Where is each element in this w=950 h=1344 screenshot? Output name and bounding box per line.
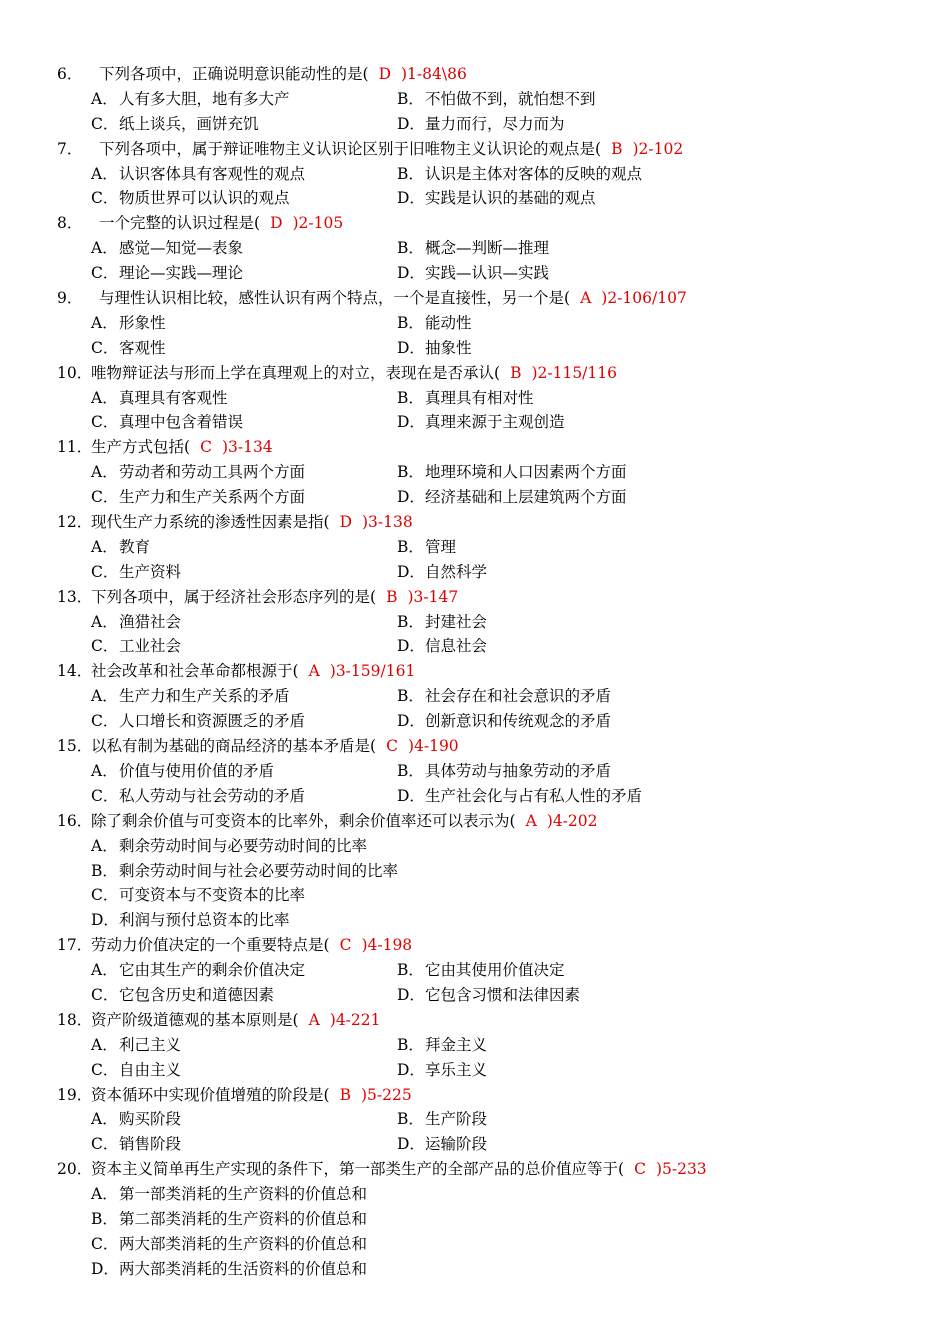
option-row <box>57 634 937 659</box>
option-text: 量力而行，尽力而为 <box>425 114 565 133</box>
option-letter: A． <box>91 1110 118 1129</box>
question-number: 12． <box>57 513 93 532</box>
page-reference: )4-221 <box>329 1010 381 1029</box>
option-letter: B． <box>397 761 424 780</box>
option-text: 社会存在和社会意识的矛盾 <box>425 687 612 706</box>
option-row <box>57 162 937 187</box>
option-item <box>57 883 937 908</box>
option-letter: C． <box>91 114 119 133</box>
option-text: 劳动者和劳动工具两个方面 <box>119 463 306 482</box>
page-reference: )2-105 <box>292 214 344 233</box>
option-letter: C． <box>91 1060 119 1079</box>
question-stem: 下列各项中，属于辩证唯物主义认识论区别于旧唯物主义认识论的观点是( <box>99 139 602 158</box>
option-text: 真理具有相对性 <box>425 388 534 407</box>
option-text: 管理 <box>425 537 457 556</box>
page-reference: )4-198 <box>361 936 413 955</box>
question-stem-line <box>57 585 937 610</box>
question-number: 16． <box>57 811 93 830</box>
question-stem: 以私有制为基础的商品经济的基本矛盾是( <box>91 737 377 756</box>
option-row <box>57 386 937 411</box>
option-text: 它包含习惯和法律因素 <box>425 985 581 1004</box>
option-item <box>91 709 305 734</box>
option-row <box>57 759 937 784</box>
option-item <box>397 236 549 261</box>
option-letter: B． <box>397 463 424 482</box>
option-row <box>57 311 937 336</box>
option-text: 抽象性 <box>425 338 472 357</box>
option-text: 私人劳动与社会劳动的矛盾 <box>119 786 306 805</box>
question-stem-line <box>57 286 937 311</box>
answer-key: B <box>611 139 623 158</box>
option-letter: A． <box>91 463 118 482</box>
question-number: 6． <box>57 65 83 83</box>
option-item <box>91 87 290 112</box>
page-reference: )2-115/116 <box>531 363 617 382</box>
option-item <box>57 1232 937 1257</box>
option-letter: C． <box>91 562 119 581</box>
option-letter: D． <box>91 1259 119 1278</box>
option-letter: A． <box>91 239 118 258</box>
option-text: 第一部类消耗的生产资料的价值总和 <box>119 1185 368 1204</box>
page-reference: )2-102 <box>632 139 684 158</box>
option-item <box>397 759 611 784</box>
question-number: 11． <box>57 438 93 457</box>
option-text: 工业社会 <box>119 637 182 656</box>
option-text: 认识客体具有客观性的观点 <box>119 164 306 183</box>
page-reference: )3-134 <box>221 438 273 457</box>
option-letter: B． <box>397 961 424 980</box>
option-text: 实践是认识的基础的观点 <box>425 189 596 208</box>
page-reference: )3-147 <box>407 587 459 606</box>
option-text: 自由主义 <box>119 1060 182 1079</box>
option-text: 纸上谈兵，画饼充饥 <box>119 114 259 133</box>
question-stem-line <box>57 933 937 958</box>
question-stem: 下列各项中，属于经济社会形态序列的是( <box>91 587 377 606</box>
option-letter: D． <box>397 488 425 507</box>
option-text: 它包含历史和道德因素 <box>119 985 275 1004</box>
option-item <box>91 410 243 435</box>
option-text: 认识是主体对客体的反映的观点 <box>425 164 643 183</box>
option-text: 生产力和生产关系的矛盾 <box>119 687 290 706</box>
question-number: 18． <box>57 1010 93 1029</box>
option-text: 享乐主义 <box>425 1060 488 1079</box>
option-item <box>397 684 611 709</box>
option-row <box>57 112 937 137</box>
option-letter: D． <box>91 911 119 930</box>
option-letter: D． <box>397 712 425 731</box>
answer-key: C <box>200 438 212 457</box>
option-item <box>91 311 166 336</box>
option-text: 实践—认识—实践 <box>425 264 550 283</box>
question-stem-line <box>57 659 937 684</box>
option-item <box>397 87 596 112</box>
option-letter: A． <box>91 836 118 855</box>
option-letter: C． <box>91 886 119 905</box>
option-letter: A． <box>91 612 118 631</box>
question-stem-line <box>57 809 937 834</box>
answer-key: A <box>308 662 320 681</box>
option-text: 物质世界可以认识的观点 <box>119 189 290 208</box>
option-item <box>397 634 487 659</box>
option-letter: B． <box>397 164 424 183</box>
option-item <box>91 958 305 983</box>
option-row <box>57 261 937 286</box>
option-item <box>397 1033 487 1058</box>
question-number: 19． <box>57 1085 93 1104</box>
question-stem: 与理性认识相比较，感性认识有两个特点，一个是直接性，另一个是( <box>99 289 571 308</box>
option-item <box>91 759 274 784</box>
option-letter: D． <box>397 1060 425 1079</box>
answer-key: D <box>339 513 352 532</box>
option-text: 渔猎社会 <box>119 612 182 631</box>
option-text: 形象性 <box>119 313 166 332</box>
option-text: 剩余劳动时间与社会必要劳动时间的比率 <box>119 861 399 880</box>
question-stem-line <box>57 510 937 535</box>
option-item <box>91 236 243 261</box>
option-item <box>57 859 937 884</box>
option-letter: D． <box>397 562 425 581</box>
option-text: 不怕做不到，就怕想不到 <box>425 89 596 108</box>
option-item <box>397 112 565 137</box>
option-letter: C． <box>91 786 119 805</box>
option-text: 人口增长和资源匮乏的矛盾 <box>119 712 306 731</box>
answer-key: B <box>386 587 398 606</box>
option-text: 生产资料 <box>119 562 182 581</box>
answer-key: D <box>378 65 391 83</box>
option-item <box>397 560 487 585</box>
option-letter: A． <box>91 1035 118 1054</box>
option-row <box>57 485 937 510</box>
answer-key: C <box>634 1160 646 1179</box>
option-text: 价值与使用价值的矛盾 <box>119 761 275 780</box>
option-text: 创新意识和传统观念的矛盾 <box>425 712 612 731</box>
option-item <box>91 1033 181 1058</box>
question-number: 14． <box>57 662 93 681</box>
option-item <box>397 460 627 485</box>
option-text: 经济基础和上层建筑两个方面 <box>425 488 627 507</box>
option-text: 利润与预付总资本的比率 <box>119 911 290 930</box>
page-reference: )4-202 <box>546 811 598 830</box>
question-stem-line <box>57 1157 937 1182</box>
question-stem-line <box>57 361 937 386</box>
page-reference: )4-190 <box>407 737 459 756</box>
option-item <box>397 958 565 983</box>
option-letter: B． <box>397 388 424 407</box>
option-text: 利己主义 <box>119 1035 182 1054</box>
option-row <box>57 983 937 1008</box>
option-text: 具体劳动与抽象劳动的矛盾 <box>425 761 612 780</box>
option-letter: C． <box>91 264 119 283</box>
option-text: 能动性 <box>425 313 472 332</box>
question-stem: 一个完整的认识过程是( <box>99 214 261 233</box>
option-text: 概念—判断—推理 <box>425 239 550 258</box>
option-item <box>397 336 472 361</box>
question-number: 7． <box>57 139 83 158</box>
option-row <box>57 410 937 435</box>
question-number: 13． <box>57 587 93 606</box>
option-letter: C． <box>91 488 119 507</box>
option-item <box>57 834 937 859</box>
option-item <box>91 535 150 560</box>
option-letter: D． <box>397 264 425 283</box>
answer-key: B <box>510 363 522 382</box>
option-item <box>397 162 642 187</box>
answer-key: C <box>386 737 398 756</box>
option-item <box>91 336 166 361</box>
option-item <box>57 1257 937 1282</box>
question-number: 17． <box>57 936 93 955</box>
option-letter: A． <box>91 687 118 706</box>
option-text: 信息社会 <box>425 637 488 656</box>
option-item <box>57 908 937 933</box>
option-text: 教育 <box>119 537 151 556</box>
option-row <box>57 87 937 112</box>
option-row <box>57 684 937 709</box>
option-letter: C． <box>91 985 119 1004</box>
page-reference: )5-225 <box>360 1085 412 1104</box>
option-row <box>57 1132 937 1157</box>
option-item <box>397 983 580 1008</box>
option-row <box>57 1107 937 1132</box>
option-text: 生产阶段 <box>425 1110 488 1129</box>
option-letter: A． <box>91 388 118 407</box>
question-stem: 除了剩余价值与可变资本的比率外，剩余价值率还可以表示为( <box>91 811 516 830</box>
option-letter: B． <box>397 1110 424 1129</box>
option-item <box>397 1107 487 1132</box>
option-letter: B． <box>397 612 424 631</box>
question-stem-line <box>57 435 937 460</box>
option-text: 购买阶段 <box>119 1110 182 1129</box>
option-letter: D． <box>397 637 425 656</box>
option-letter: D． <box>397 114 425 133</box>
option-item <box>91 1107 181 1132</box>
question-stem: 唯物辩证法与形而上学在真理观上的对立，表现在是否承认( <box>91 363 501 382</box>
option-letter: A． <box>91 164 118 183</box>
page-reference: )2-106/107 <box>601 289 687 308</box>
option-item <box>57 1182 937 1207</box>
option-text: 两大部类消耗的生产资料的价值总和 <box>119 1234 368 1253</box>
option-item <box>91 261 243 286</box>
question-stem: 下列各项中，正确说明意识能动性的是( <box>99 65 369 83</box>
question-number: 8． <box>57 214 83 233</box>
option-item <box>91 112 259 137</box>
option-letter: C． <box>91 637 119 656</box>
option-letter: C． <box>91 338 119 357</box>
option-item <box>91 634 181 659</box>
option-letter: C． <box>91 413 119 432</box>
option-row <box>57 186 937 211</box>
question-stem: 劳动力价值决定的一个重要特点是( <box>91 936 330 955</box>
page-reference: )1-84\86 <box>401 65 467 83</box>
question-stem: 生产方式包括( <box>91 438 191 457</box>
option-item <box>397 261 549 286</box>
option-item <box>91 186 290 211</box>
option-item <box>397 1058 487 1083</box>
option-letter: B． <box>397 537 424 556</box>
option-item <box>397 410 565 435</box>
question-stem-line <box>57 62 937 87</box>
option-text: 感觉—知觉—表象 <box>119 239 244 258</box>
option-text: 真理来源于主观创造 <box>425 413 565 432</box>
option-item <box>91 610 181 635</box>
option-row <box>57 460 937 485</box>
option-letter: B． <box>91 1209 118 1228</box>
answer-key: A <box>525 811 537 830</box>
option-text: 两大部类消耗的生活资料的价值总和 <box>119 1259 368 1278</box>
question-number: 20． <box>57 1160 93 1179</box>
option-row <box>57 236 937 261</box>
option-item <box>91 162 305 187</box>
question-stem: 资本主义简单再生产实现的条件下，第一部类生产的全部产品的总价值应等于( <box>91 1160 625 1179</box>
option-text: 拜金主义 <box>425 1035 488 1054</box>
option-item <box>397 1132 487 1157</box>
option-text: 客观性 <box>119 338 166 357</box>
question-number: 9． <box>57 289 83 308</box>
option-letter: C． <box>91 1135 119 1154</box>
option-letter: A． <box>91 1185 118 1204</box>
option-letter: D． <box>397 1135 425 1154</box>
option-letter: D． <box>397 189 425 208</box>
question-number: 10． <box>57 363 93 382</box>
option-item <box>91 684 290 709</box>
option-item <box>91 1058 181 1083</box>
option-text: 生产力和生产关系两个方面 <box>119 488 306 507</box>
option-letter: A． <box>91 313 118 332</box>
option-text: 第二部类消耗的生产资料的价值总和 <box>119 1209 368 1228</box>
option-text: 真理中包含着错误 <box>119 413 244 432</box>
option-item <box>397 386 534 411</box>
answer-key: B <box>339 1085 351 1104</box>
option-letter: D． <box>397 338 425 357</box>
option-item <box>91 983 274 1008</box>
option-row <box>57 336 937 361</box>
option-item <box>57 1207 937 1232</box>
option-row <box>57 958 937 983</box>
question-number: 15． <box>57 737 93 756</box>
page-reference: )3-138 <box>362 513 413 532</box>
option-item <box>91 784 305 809</box>
question-stem-line <box>57 734 937 759</box>
question-stem: 资产阶级道德观的基本原则是( <box>91 1010 299 1029</box>
option-letter: A． <box>91 89 118 108</box>
option-item <box>397 311 472 336</box>
option-text: 运输阶段 <box>425 1135 488 1154</box>
page-reference: )3-159/161 <box>329 662 416 681</box>
option-row <box>57 535 937 560</box>
option-letter: C． <box>91 189 119 208</box>
answer-key: A <box>580 289 592 308</box>
option-row <box>57 709 937 734</box>
option-letter: A． <box>91 961 118 980</box>
question-stem: 现代生产力系统的渗透性因素是指( <box>91 513 330 532</box>
answer-key: C <box>339 936 352 955</box>
option-item <box>397 709 611 734</box>
option-text: 理论—实践—理论 <box>119 264 244 283</box>
exam-document <box>57 62 937 1282</box>
option-letter: D． <box>397 786 425 805</box>
question-stem: 资本循环中实现价值增殖的阶段是( <box>91 1085 330 1104</box>
option-text: 地理环境和人口因素两个方面 <box>425 463 627 482</box>
option-letter: B． <box>397 687 424 706</box>
option-text: 生产社会化与占有私人性的矛盾 <box>425 786 643 805</box>
question-stem: 社会改革和社会革命都根源于( <box>91 662 299 681</box>
option-text: 可变资本与不变资本的比率 <box>119 886 306 905</box>
option-letter: B． <box>397 239 424 258</box>
page-reference: )5-233 <box>655 1160 707 1179</box>
option-letter: A． <box>91 537 118 556</box>
option-text: 销售阶段 <box>119 1135 182 1154</box>
option-item <box>91 460 305 485</box>
option-item <box>397 610 487 635</box>
option-item <box>91 1132 181 1157</box>
option-row <box>57 1033 937 1058</box>
option-letter: B． <box>397 313 424 332</box>
option-text: 人有多大胆，地有多大产 <box>119 89 290 108</box>
option-letter: B． <box>397 89 424 108</box>
option-row <box>57 784 937 809</box>
option-row <box>57 610 937 635</box>
option-text: 它由其生产的剩余价值决定 <box>119 961 306 980</box>
option-item <box>397 535 456 560</box>
question-stem-line <box>57 1008 937 1033</box>
option-letter: D． <box>397 985 425 1004</box>
option-letter: B． <box>91 861 118 880</box>
option-text: 真理具有客观性 <box>119 388 228 407</box>
option-item <box>91 386 228 411</box>
option-row <box>57 1058 937 1083</box>
option-letter: C． <box>91 712 119 731</box>
option-item <box>397 186 596 211</box>
answer-key: A <box>308 1010 320 1029</box>
option-text: 封建社会 <box>425 612 488 631</box>
option-text: 剩余劳动时间与必要劳动时间的比率 <box>119 836 368 855</box>
option-item <box>397 784 642 809</box>
option-item <box>397 485 627 510</box>
question-stem-line <box>57 1083 937 1108</box>
option-letter: C． <box>91 1234 119 1253</box>
option-text: 自然科学 <box>425 562 488 581</box>
question-stem-line <box>57 137 937 162</box>
option-letter: B． <box>397 1035 424 1054</box>
option-letter: D． <box>397 413 425 432</box>
option-row <box>57 560 937 585</box>
question-stem-line <box>57 211 937 236</box>
option-item <box>91 485 305 510</box>
answer-key: D <box>270 214 283 233</box>
option-item <box>91 560 181 585</box>
option-letter: A． <box>91 761 118 780</box>
option-text: 它由其使用价值决定 <box>425 961 565 980</box>
